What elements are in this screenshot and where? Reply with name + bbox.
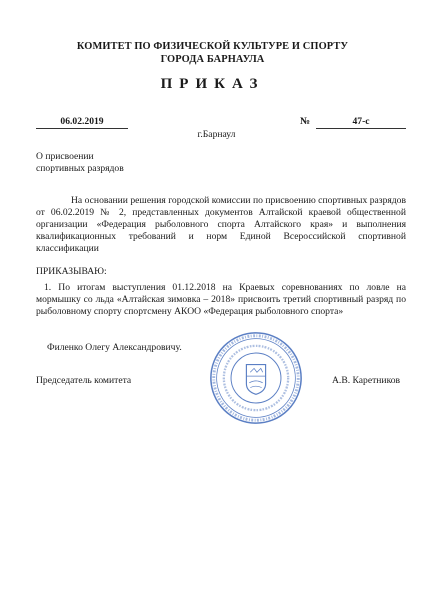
basis-paragraph: На основании решения городской комиссии по присвоению спортивных разрядов от 06.02.2019 № 2, представленных документов Алтайской краевой общественной организации «Федерация рыболовного спорта Алтайского края» и выполнения квалификационных требований и норм Единой Всероссийской спортивной классификации xyxy=(36,195,406,254)
org-name-line-1: КОМИТЕТ ПО ФИЗИЧЕСКОЙ КУЛЬТУРЕ И СПОРТУ xyxy=(76,41,349,52)
order-word: ПРИКАЗЫВАЮ: xyxy=(36,266,107,277)
order-item-1: 1. По итогам выступления 01.12.2018 на Краевых соревнованиях по ловле на мормышку со льда «Алтайская зимовка – 2018» присвоить третий спортивный разряд по рыболовному спорту спортсмену АКОО «Федерация рыболовного спорта» xyxy=(36,282,406,317)
document-subject xyxy=(36,151,124,175)
document-number: 47-с xyxy=(316,116,406,129)
official-seal-icon xyxy=(208,330,304,426)
recipient-name: Филенко Олегу Александровичу. xyxy=(47,342,182,353)
subject-line-1: О присвоении xyxy=(36,151,94,162)
signatory-name: А.В. Каретников xyxy=(332,375,401,386)
document-city: г.Барнаул xyxy=(197,129,236,140)
signatory-position: Председатель комитета xyxy=(36,375,132,386)
organization-header xyxy=(0,40,425,66)
org-name-line-2: ГОРОДА БАРНАУЛА xyxy=(160,54,265,65)
subject-line-2: спортивных разрядов xyxy=(36,163,124,174)
document-date: 06.02.2019 xyxy=(36,116,128,129)
number-sign: № xyxy=(300,116,311,127)
document-title: ПРИКАЗ xyxy=(160,76,265,92)
